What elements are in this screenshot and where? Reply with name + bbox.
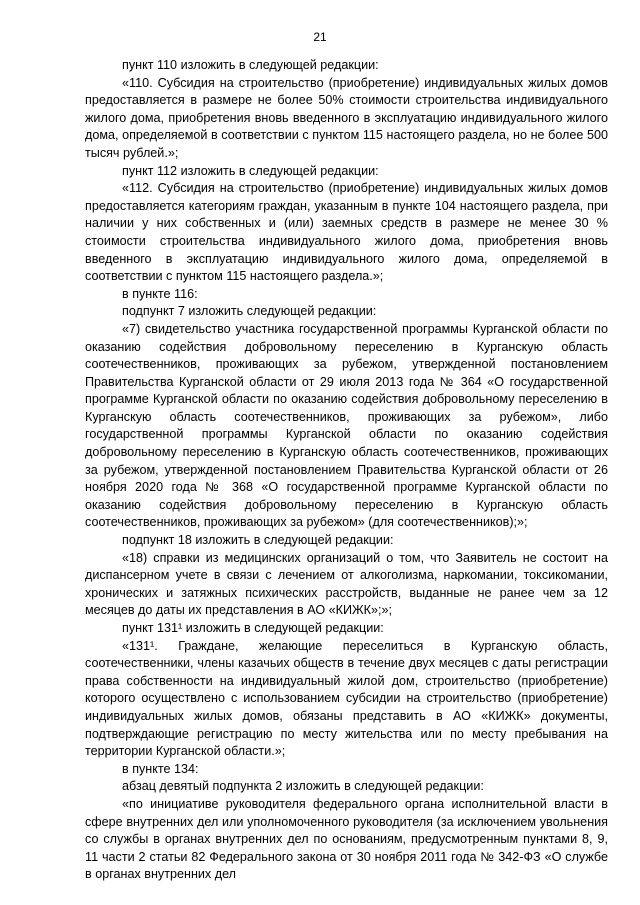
paragraph-8: подпункт 18 изложить в следующей редакции: — [122, 533, 394, 548]
paragraph-1: пункт 110 изложить в следующей редакции: — [122, 58, 379, 72]
paragraph-5: в пункте 116: — [122, 286, 198, 301]
paragraph-4: «112. Субсидия на строительство (приобретение) индивидуальных жилых домов предоставляется категориям граждан, указанным в пункте 104 настоящего раздела, при наличии у них собственных и (или) заемных средств в размере не менее 30 % стоимости строительства индивидуального жилого дома, приобретения вновь введенного в эксплуатацию индивидуального жилого дома, определяемой в соответствии с пунктом 115 настоящего раздела.»; — [85, 181, 608, 284]
paragraph-14: «по инициативе руководителя федерального органа исполнительной власти в сфере внутренних дел или уполномоченного руководителя (за исключением увольнения со службы в органах внутренних дел по основаниям, предусмотренным пунктами 8, 9, 11 части 2 статьи 82 Федерального закона от 30 ноября 2011 года № 342-ФЗ «О службе в органах внутренних дел — [85, 796, 608, 882]
paragraph-11: «131¹. Граждане, желающие переселиться в Курганскую область, соотечественники, члены казачьих обществ в течение двух месяцев с даты регистрации права собственности на индивидуальный жилой дом, строительство (приобретение) которого осуществлено с использованием субсидии на строительство (приобретение) индивидуальных жилых домов, обязаны представить в АО «КИЖК» документы, подтверждающие регистрацию по месту жительства или по месту пребывания на территории Курганской области.»; — [85, 638, 608, 759]
paragraph-13: абзац девятый подпункта 2 изложить в следующей редакции: — [122, 779, 484, 794]
paragraph-2: «110. Субсидия на строительство (приобретение) индивидуальных жилых домов предоставляется в размере не более 50% стоимости строительства индивидуального жилого дома, приобретения вновь введенного в эксплуатацию индивидуального жилого дома, определяемой в соответствии с пунктом 115 настоящего раздела, но не более 500 тысяч рублей.»; — [85, 75, 608, 160]
paragraph-7: «7) свидетельство участника государственной программы Курганской области по оказанию содействия добровольному переселению в Курганскую область соотечественников, проживающих за рубежом, утвержденной постановлением Правительства Курганской области от 29 июля 2013 года № 364 «О государственной программе Курганской области по оказанию содействия добровольному переселению в Курганскую область соотечественников, проживающих за рубежом», либо государственной программы Курганской области по оказанию содействия добровольному переселению в Курганскую область соотечественников, проживающих за рубежом, утвержденной постановлением Правительства Курганской области от 26 ноября 2020 года № 368 «О государственной программе Курганской области по оказанию содействия добровольному переселению в Курганскую область соотечественников, проживающих за рубежом» (для соотечественников);»; — [85, 321, 608, 530]
paragraph-3: пункт 112 изложить в следующей редакции: — [122, 163, 379, 178]
paragraph-12: в пункте 134: — [122, 761, 199, 776]
paragraph-6: подпункт 7 изложить следующей редакции: — [122, 304, 377, 319]
document-body — [85, 57, 608, 884]
paragraph-10: пункт 131¹ изложить в следующей редакции: — [122, 621, 384, 635]
paragraph-9: «18) справки из медицинских организаций о том, что Заявитель не состоит на диспансерном учете в связи с лечением от алкоголизма, наркомании, токсикомании, хронических и затяжных психических расстройств, выданные не ранее чем за 12 месяцев до даты их представления в АО «КИЖК»;»; — [85, 550, 608, 618]
page-number: 21 — [313, 30, 327, 44]
